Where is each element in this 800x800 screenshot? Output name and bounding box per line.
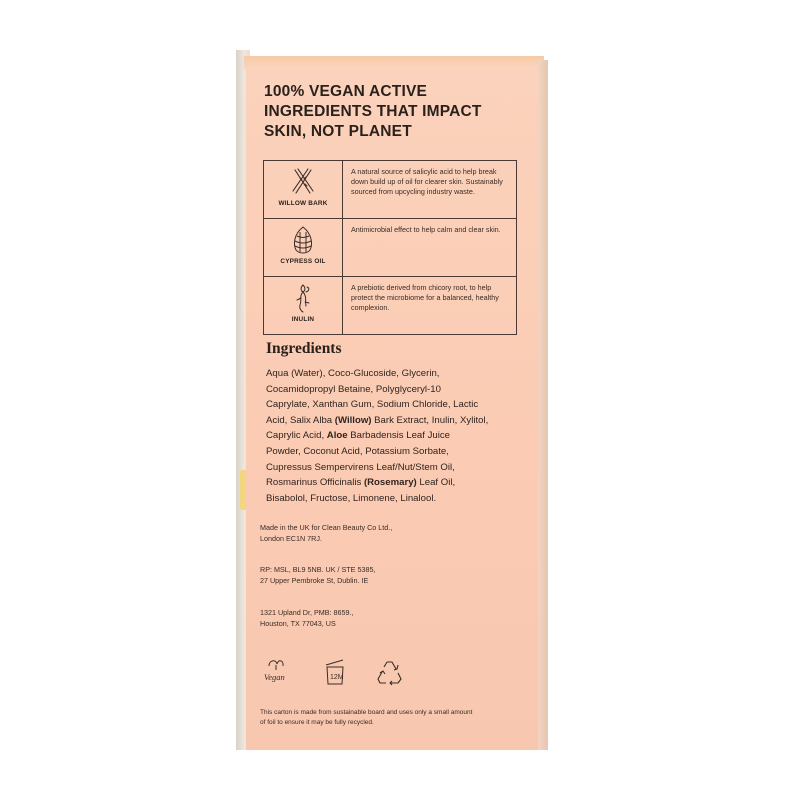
- ingredients-line: Powder, Coconut Acid, Potassium Sorbate,: [266, 445, 449, 457]
- inulin-cell: [264, 277, 343, 335]
- ingredients-text: Rosmarinus Officinalis: [266, 477, 364, 489]
- address-line: London EC1N 7RJ.: [260, 534, 322, 543]
- manufacturer-address: [260, 522, 480, 544]
- ingredients-highlight: (Rosemary): [363, 477, 417, 489]
- headline-line-1: 100% VEGAN ACTIVE: [264, 83, 428, 100]
- willow-bark-icon: [286, 166, 320, 198]
- vegan-leaf-icon: [260, 656, 292, 688]
- footer-line: of foil to ensure it may be fully recycled.: [260, 718, 374, 726]
- inulin-description: A prebiotic derived from chicory root, to help protect the microbiome for a balanced, healthy complexion.: [343, 277, 517, 335]
- responsible-person-address: [260, 564, 480, 586]
- address-line: 1321 Upland Dr, PMB: 8659.,: [260, 608, 354, 617]
- active-ingredients-table: [263, 160, 517, 335]
- ingredients-line: [266, 413, 536, 429]
- ingredients-line: [266, 475, 536, 491]
- table-row: [264, 219, 517, 277]
- ingredients-line: Cupressus Sempervirens Leaf/Nut/Stem Oil,: [266, 461, 455, 473]
- address-line: 27 Upper Pembroke St, Dublin. IE: [260, 576, 369, 585]
- vegan-label: Vegan: [264, 672, 285, 682]
- ingredients-line: Cocamidopropyl Betaine, Polyglyceryl-10: [266, 383, 441, 395]
- cypress-oil-label: CYPRESS OIL: [280, 258, 326, 265]
- willow-bark-label: WILLOW BARK: [278, 200, 328, 207]
- inulin-label: INULIN: [291, 316, 315, 323]
- ingredients-line: Bisabolol, Fructose, Limonene, Linalool.: [266, 492, 437, 504]
- ingredients-heading: Ingredients: [266, 340, 342, 357]
- footer-line: This carton is made from sustainable board and uses only a small amount: [260, 709, 473, 716]
- carton-recycling-note: [260, 708, 532, 727]
- address-line: Made in the UK for Clean Beauty Co Ltd.,: [260, 523, 393, 532]
- ingredients-line: [266, 428, 536, 444]
- packaging-symbols: [260, 656, 460, 696]
- headline: [264, 82, 534, 142]
- recycle-icon: [374, 656, 406, 688]
- ingredients-text: Barbadensis Leaf Juice: [347, 430, 450, 442]
- ingredients-line: Aqua (Water), Coco-Glucoside, Glycerin,: [266, 368, 440, 379]
- chicory-root-icon: [286, 282, 320, 314]
- cypress-cone-icon: [286, 224, 320, 256]
- ingredients-highlight: (Willow): [334, 414, 372, 426]
- open-jar-icon: [320, 656, 350, 688]
- ingredients-text: Acid, Salix Alba: [266, 414, 335, 426]
- willow-bark-description: A natural source of salicylic acid to help break down build up of oil for clearer skin. Sustainably sourced from upcycling industry waste.: [343, 161, 517, 219]
- carton-right-edge: [538, 60, 548, 750]
- table-row: [264, 161, 517, 219]
- cypress-oil-description: Antimicrobial effect to help calm and clear skin.: [343, 219, 517, 277]
- ingredients-text: Caprylic Acid,: [266, 430, 327, 442]
- headline-line-2: INGREDIENTS THAT IMPACT: [264, 103, 482, 120]
- us-address: [260, 607, 480, 629]
- ingredients-line: Caprylate, Xanthan Gum, Sodium Chloride, Lactic: [266, 399, 479, 411]
- ingredients-highlight: Aloe: [326, 430, 348, 442]
- ingredients-text: Bark Extract, Inulin, Xylitol,: [371, 414, 489, 426]
- carton-back-panel: [246, 66, 538, 750]
- address-line: Houston, TX 77043, US: [260, 619, 336, 628]
- ingredients-list: [266, 366, 536, 506]
- headline-line-3: SKIN, NOT PLANET: [264, 123, 412, 140]
- pao-label: 12M: [330, 674, 344, 681]
- ingredients-text: Leaf Oil,: [416, 477, 456, 489]
- willow-bark-cell: [264, 161, 343, 219]
- address-line: RP: MSL, BL9 5NB. UK / STE 5385,: [260, 565, 376, 574]
- table-row: [264, 277, 517, 335]
- cypress-oil-cell: [264, 219, 343, 277]
